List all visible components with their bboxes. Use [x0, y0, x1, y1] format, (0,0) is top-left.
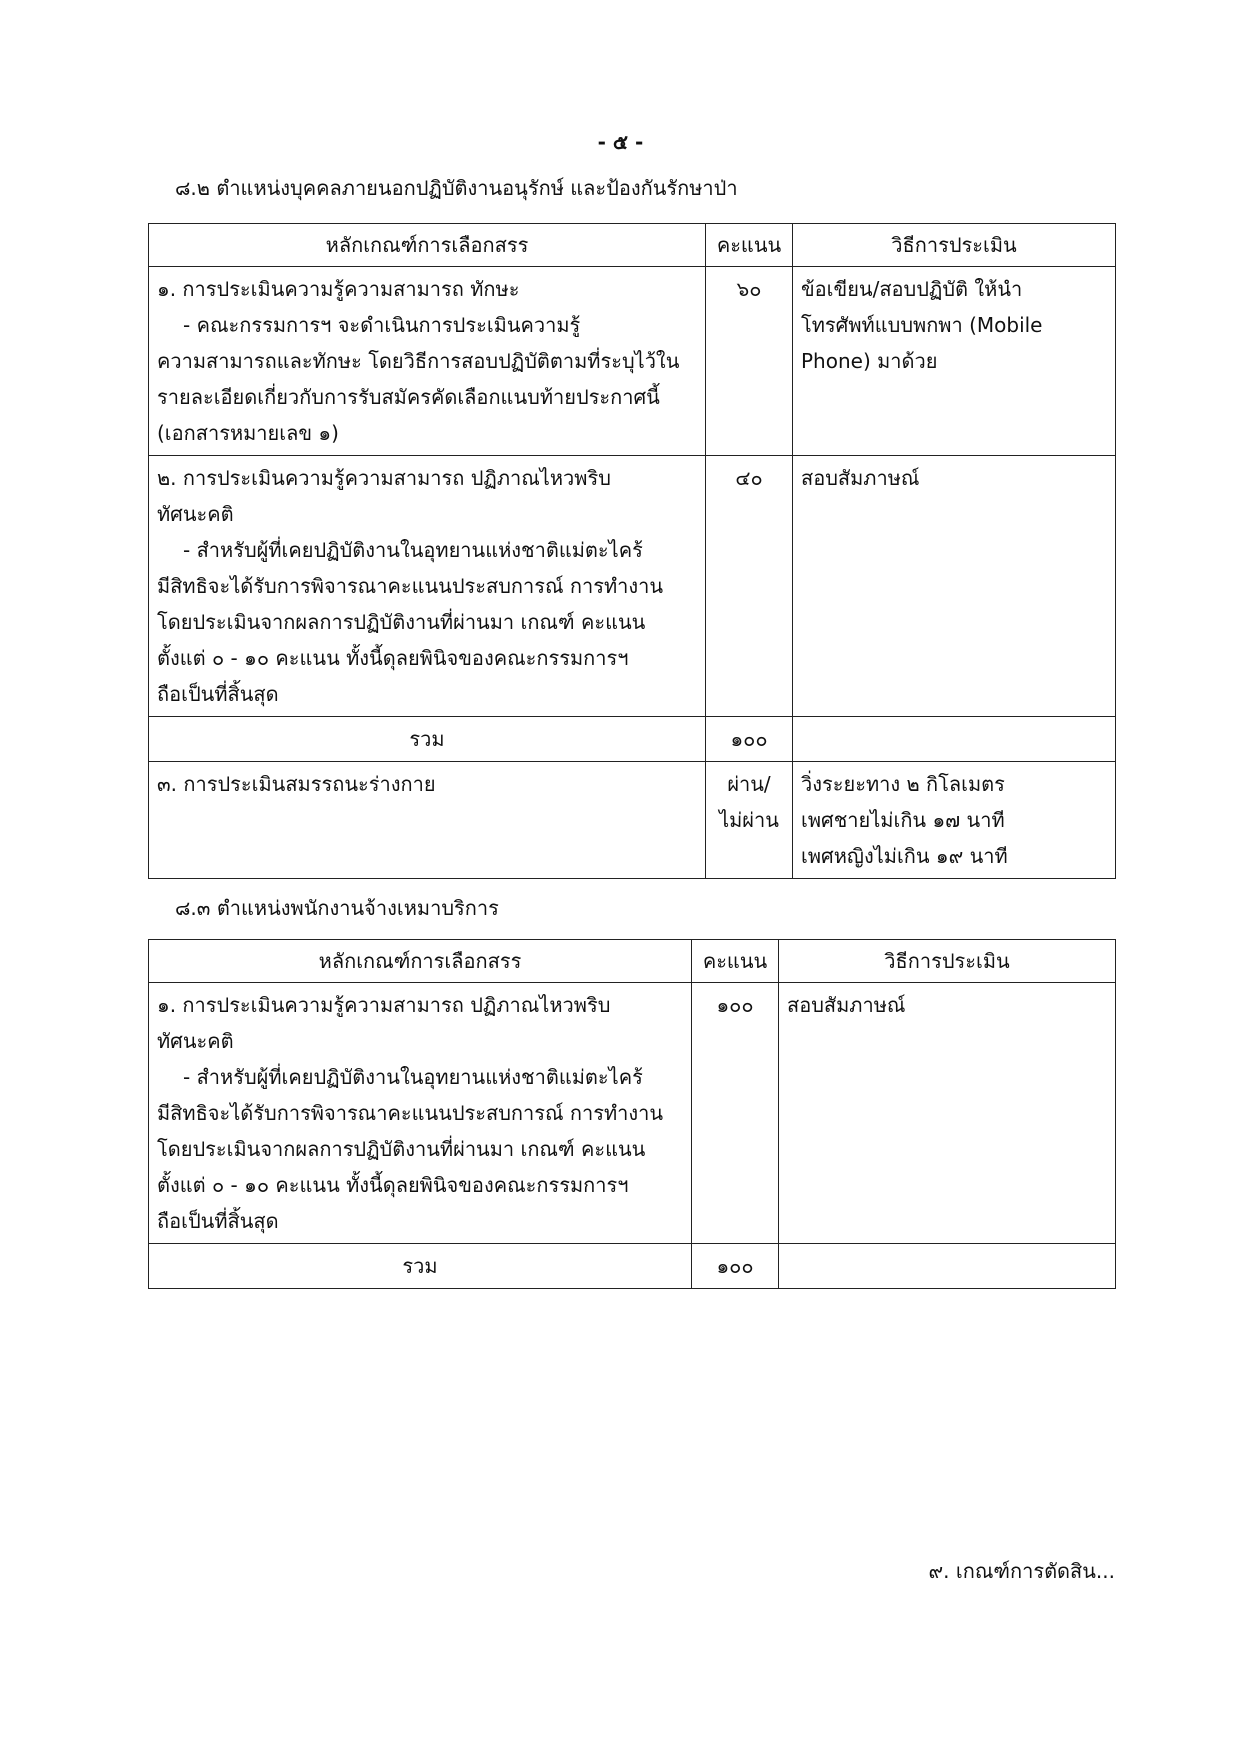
- method-line: ข้อเขียน/สอบปฏิบัติ ให้นำ: [801, 277, 1023, 301]
- column-header-criteria: หลักเกณฑ์การเลือกสรร: [149, 224, 706, 267]
- table-row: [149, 456, 1116, 717]
- criteria-line: - สำหรับผู้ที่เคยปฏิบัติงานในอุทยานแห่งชาติแม่ตะไคร้: [183, 1065, 643, 1089]
- score-cell: [706, 762, 793, 879]
- score-cell: ๑๐๐: [692, 983, 779, 1244]
- criteria-line: มีสิทธิจะได้รับการพิจารณาคะแนนประสบการณ์ การทำงาน: [157, 574, 664, 598]
- method-cell: [793, 762, 1116, 879]
- criteria-line: ทัศนะคติ: [157, 1029, 234, 1053]
- table-row: [149, 983, 1116, 1244]
- section-heading-8-2: ๘.๒ ตำแหน่งบุคคลภายนอกปฏิบัติงานอนุรักษ์ และป้องกันรักษาป่า: [175, 176, 738, 200]
- criteria-line: ๓. การประเมินสมรรถนะร่างกาย: [157, 772, 436, 796]
- method-cell: [793, 456, 1116, 717]
- total-score: ๑๐๐: [706, 717, 793, 762]
- criteria-line: ตั้งแต่ ๐ - ๑๐ คะแนน ทั้งนี้ดุลยพินิจของคณะกรรมการฯ: [157, 1173, 629, 1197]
- score-line: ผ่าน/: [727, 772, 771, 796]
- criteria-line: ๑. การประเมินความรู้ความสามารถ ปฏิภาณไหวพริบ: [157, 993, 611, 1017]
- total-method-empty: [793, 717, 1116, 762]
- method-line: Phone) มาด้วย: [801, 349, 938, 373]
- criteria-line: ถือเป็นที่สิ้นสุด: [157, 1209, 279, 1233]
- criteria-line: ความสามารถและทักษะ โดยวิธีการสอบปฏิบัติตามที่ระบุไว้ใน: [157, 349, 680, 373]
- method-line: โทรศัพท์แบบพกพา (Mobile: [801, 313, 1043, 337]
- criteria-line: ๑. การประเมินความรู้ความสามารถ ทักษะ: [157, 277, 520, 301]
- total-row: [149, 1244, 1116, 1289]
- total-score: ๑๐๐: [692, 1244, 779, 1289]
- total-label: รวม: [149, 1244, 692, 1289]
- criteria-line: - คณะกรรมการฯ จะดำเนินการประเมินความรู้: [183, 313, 581, 337]
- total-row: [149, 717, 1116, 762]
- column-header-score: คะแนน: [692, 940, 779, 983]
- table-row: [149, 267, 1116, 456]
- score-cell: ๖๐: [706, 267, 793, 456]
- method-line: วิ่งระยะทาง ๒ กิโลเมตร: [801, 772, 1005, 796]
- method-line: สอบสัมภาษณ์: [787, 993, 906, 1017]
- footer-continuation: ๙. เกณฑ์การตัดสิน...: [928, 1559, 1115, 1583]
- total-label: รวม: [149, 717, 706, 762]
- criteria-cell: [149, 762, 706, 879]
- criteria-line: โดยประเมินจากผลการปฏิบัติงานที่ผ่านมา เกณฑ์ คะแนน: [157, 1137, 646, 1161]
- table-row: [149, 762, 1116, 879]
- method-cell: [793, 267, 1116, 456]
- table-header-row: [149, 940, 1116, 983]
- criteria-cell: [149, 456, 706, 717]
- section-heading-8-3: ๘.๓ ตำแหน่งพนักงานจ้างเหมาบริการ: [175, 896, 499, 920]
- criteria-table-8-3: [148, 939, 1116, 1289]
- score-line: ไม่ผ่าน: [719, 808, 779, 832]
- criteria-line: โดยประเมินจากผลการปฏิบัติงานที่ผ่านมา เกณฑ์ คะแนน: [157, 610, 646, 634]
- criteria-line: รายละเอียดเกี่ยวกับการรับสมัครคัดเลือกแนบท้ายประกาศนี้: [157, 385, 660, 409]
- criteria-cell: [149, 983, 692, 1244]
- score-cell: ๔๐: [706, 456, 793, 717]
- table-header-row: [149, 224, 1116, 267]
- criteria-line: (เอกสารหมายเลข ๑): [157, 421, 339, 445]
- criteria-line: มีสิทธิจะได้รับการพิจารณาคะแนนประสบการณ์ การทำงาน: [157, 1101, 664, 1125]
- criteria-cell: [149, 267, 706, 456]
- method-line: เพศหญิงไม่เกิน ๑๙ นาที: [801, 844, 1008, 868]
- page-number: - ๕ -: [597, 130, 644, 154]
- criteria-table-8-2: [148, 223, 1116, 879]
- criteria-line: ทัศนะคติ: [157, 502, 234, 526]
- column-header-method: วิธีการประเมิน: [793, 224, 1116, 267]
- criteria-line: ๒. การประเมินความรู้ความสามารถ ปฏิภาณไหวพริบ: [157, 466, 611, 490]
- column-header-method: วิธีการประเมิน: [779, 940, 1116, 983]
- column-header-criteria: หลักเกณฑ์การเลือกสรร: [149, 940, 692, 983]
- criteria-line: ถือเป็นที่สิ้นสุด: [157, 682, 279, 706]
- method-line: สอบสัมภาษณ์: [801, 466, 920, 490]
- total-method-empty: [779, 1244, 1116, 1289]
- criteria-line: - สำหรับผู้ที่เคยปฏิบัติงานในอุทยานแห่งชาติแม่ตะไคร้: [183, 538, 643, 562]
- method-line: เพศชายไม่เกิน ๑๗ นาที: [801, 808, 1005, 832]
- criteria-line: ตั้งแต่ ๐ - ๑๐ คะแนน ทั้งนี้ดุลยพินิจของคณะกรรมการฯ: [157, 646, 629, 670]
- column-header-score: คะแนน: [706, 224, 793, 267]
- method-cell: [779, 983, 1116, 1244]
